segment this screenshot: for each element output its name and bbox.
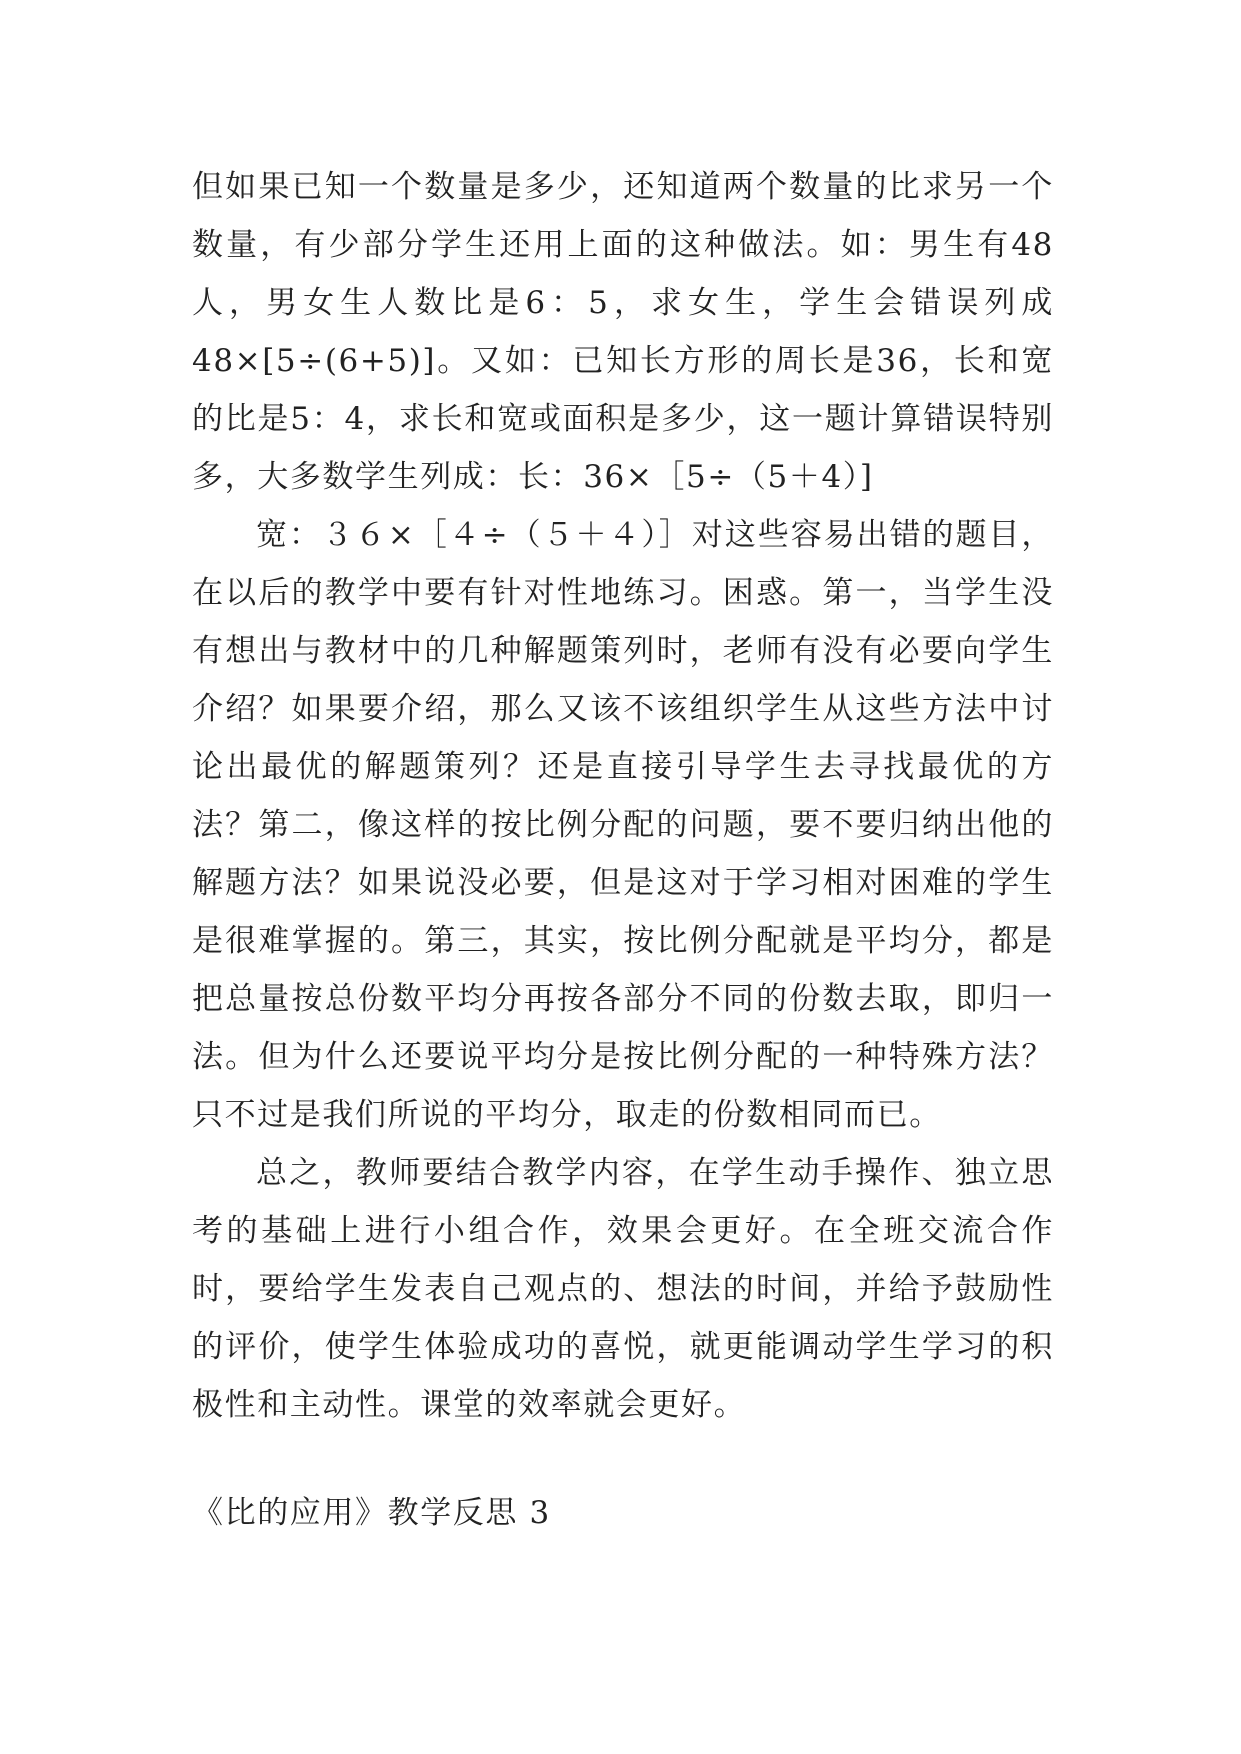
section-heading: 《比的应用》教学反思 3 <box>192 1495 551 1531</box>
document-body <box>192 158 1054 1434</box>
paragraph-2: 宽：３６×［４÷（５＋４）］对这些容易出错的题目，在以后的教学中要有针对性地练习。困惑。第一，当学生没有想出与教材中的几种解题策列时，老师有没有必要向学生介绍？如果要介绍，那么又该不该组织学生从这些方法中讨论出最优的解题策列？还是直接引导学生去寻找最优的方法？第二，像这样的按比例分配的问题，要不要归纳出他的解题方法？如果说没必要，但是这对于学习相对困难的学生是很难掌握的。第三，其实，按比例分配就是平均分，都是把总量按总份数平均分再按各部分不同的份数去取，即归一法。但为什么还要说平均分是按比例分配的一种特殊方法？只不过是我们所说的平均分，取走的份数相同而已。 <box>192 517 1054 1133</box>
paragraph-1: 但如果已知一个数量是多少，还知道两个数量的比求另一个数量，有少部分学生还用上面的这种做法。如：男生有48人，男女生人数比是6：5，求女生，学生会错误列成48×[5÷(6+5)]。又如：已知长方形的周长是36，长和宽的比是5：4，求长和宽或面积是多少，这一题计算错误特别多，大多数学生列成：长：36×［5÷（5＋4）] <box>192 169 1054 495</box>
paragraph-3: 总之，教师要结合教学内容，在学生动手操作、独立思考的基础上进行小组合作，效果会更好。在全班交流合作时，要给学生发表自己观点的、想法的时间，并给予鼓励性的评价，使学生体验成功的喜悦，就更能调动学生学习的积极性和主动性。课堂的效率就会更好。 <box>192 1155 1054 1423</box>
